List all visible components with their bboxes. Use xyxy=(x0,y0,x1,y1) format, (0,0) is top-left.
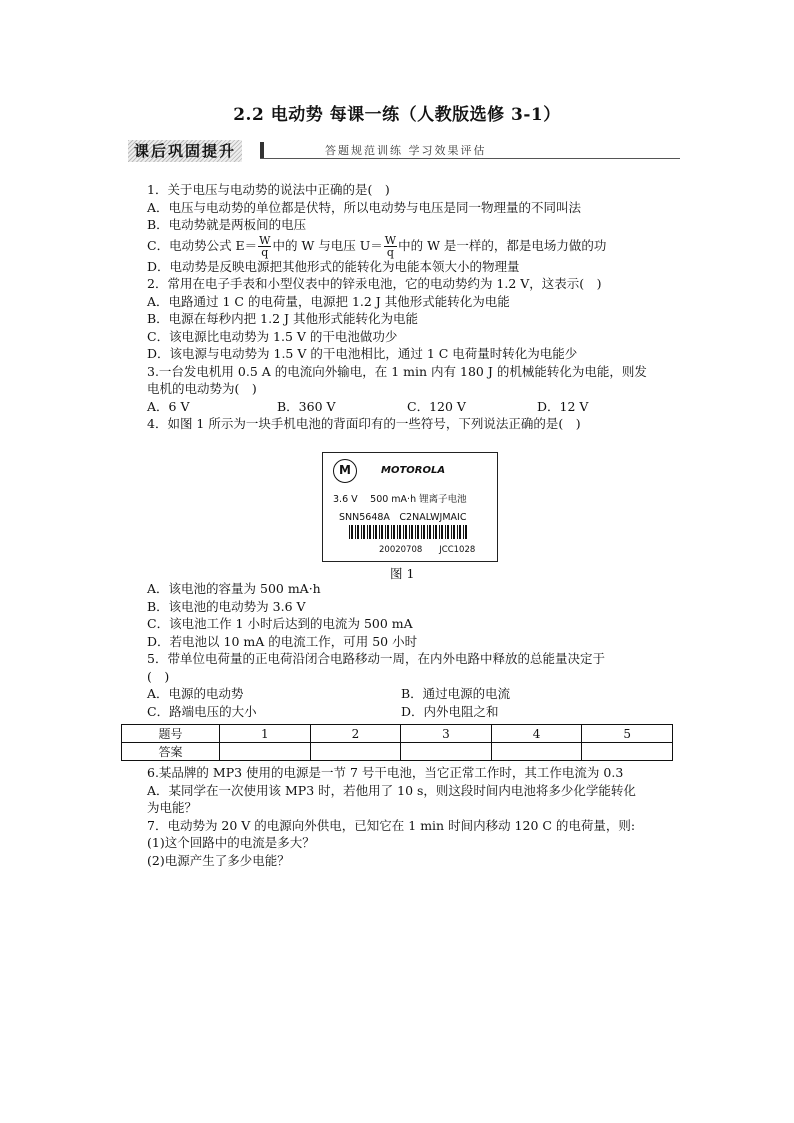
question-line: 4．如图 1 所示为一块手机电池的背面印有的一些符号，下列说法正确的是( ) xyxy=(147,416,581,431)
question-line: D．电动势是反映电源把其他形式的能转化为电能本领大小的物理量 xyxy=(147,258,520,274)
question-line: 2．常用在电子手表和小型仪表中的锌汞电池，它的电动势约为 1.2 V，这表示( ) xyxy=(147,276,602,291)
fraction-denominator: q xyxy=(261,245,269,259)
question-line: C．该电源比电动势为 1.5 V 的干电池做功少 xyxy=(147,328,398,344)
table-header-cell: 题号 xyxy=(122,725,220,743)
question-line: 7．电动势为 20 V 的电源向外供电，已知它在 1 min 时间内移动 120 C 的电荷量，则: xyxy=(147,817,636,833)
answer-cell[interactable] xyxy=(582,743,673,761)
question-line: 电机的电动势为( ) xyxy=(147,381,257,396)
question-line: A．某同学在一次使用该 MP3 时，若他用了 10 s，则这段时间内电池将多少化学能转化 xyxy=(147,782,636,798)
battery-label-figure xyxy=(322,452,498,562)
question-line: 3.一台发电机用 0.5 A 的电流向外输电，在 1 min 内有 180 J 的机械能转化为电能，则发 xyxy=(147,363,647,379)
option: D．12 V xyxy=(537,398,589,414)
q5-options-row xyxy=(147,703,677,721)
figure-caption: 图 1 xyxy=(390,566,415,581)
option: B．通过电源的电流 xyxy=(401,686,511,701)
question-line: 1．关于电压与电动势的说法中正确的是( ) xyxy=(147,182,390,197)
table-cell: 3 xyxy=(401,725,492,743)
option: B．360 V xyxy=(277,398,336,414)
question-line: (1)这个回路中的电流是多大？ xyxy=(147,835,315,850)
option: A．电源的电动势 xyxy=(147,686,244,701)
fraction-denominator: q xyxy=(386,245,394,259)
table-row xyxy=(122,743,673,761)
question-line: D．该电源与电动势为 1.5 V 的干电池相比，通过 1 C 电荷量时转化为电能少 xyxy=(147,346,578,361)
barcode-icon xyxy=(349,525,469,539)
page-title: 2.2 电动势 每课一练（人教版选修 3-1） xyxy=(233,105,561,125)
option: B．该电池的电动势为 3.6 V xyxy=(147,598,306,614)
formula-suffix: 中的 W 是一样的，都是电场力做的功 xyxy=(398,237,607,253)
question-line: A．电压与电动势的单位都是伏特，所以电动势与电压是同一物理量的不同叫法 xyxy=(147,199,582,215)
table-cell: 5 xyxy=(582,725,673,743)
table-row xyxy=(122,725,673,743)
battery-brand: MOTOROLA xyxy=(381,465,446,476)
question-line-with-formula xyxy=(147,234,677,258)
answer-cell[interactable] xyxy=(220,743,311,761)
table-cell: 2 xyxy=(310,725,401,743)
banner-label: 课后巩固提升 xyxy=(128,140,242,162)
fraction-numerator: W xyxy=(259,233,271,247)
q3-options xyxy=(147,398,677,416)
question-line: 6.某品牌的 MP3 使用的电源是一节 7 号干电池，当它正常工作时，其工作电流为 0.3 xyxy=(147,765,624,780)
answer-cell[interactable] xyxy=(491,743,582,761)
question-line: (2)电源产生了多少电能？ xyxy=(147,852,290,868)
question-line: A．电路通过 1 C 的电荷量，电源把 1.2 J 其他形式能转化为电能 xyxy=(147,293,510,309)
option: C．120 V xyxy=(407,398,466,414)
question-line: 为电能？ xyxy=(147,800,198,815)
formula-prefix: C．电动势公式 E＝ xyxy=(147,237,258,253)
answer-cell[interactable] xyxy=(310,743,401,761)
answer-table xyxy=(121,724,673,761)
banner-divider-bar xyxy=(260,142,264,158)
battery-code: SNN5648A C2NALWJMAIC xyxy=(339,512,467,523)
question-line: 5．带单位电荷量的正电荷沿闭合电路移动一周，在内外电路中释放的总能量决定于 xyxy=(147,651,605,666)
formula-middle: 中的 W 与电压 U＝ xyxy=(272,237,383,253)
answer-cell[interactable] xyxy=(401,743,492,761)
question-line: ( ) xyxy=(147,668,170,684)
question-block-q4 xyxy=(147,580,677,720)
question-block-bottom xyxy=(147,764,677,869)
option: D．内外电阻之和 xyxy=(401,703,499,719)
question-block-top xyxy=(147,181,677,433)
option: D．若电池以 10 mA 的电流工作，可用 50 小时 xyxy=(147,633,418,649)
fraction-w-over-q xyxy=(258,235,271,258)
fraction-w-over-q xyxy=(384,235,397,258)
option: A．该电池的容量为 500 mA·h xyxy=(147,581,321,596)
question-line: B．电动势就是两板间的电压 xyxy=(147,217,307,232)
battery-date: 20020708 JCC1028 xyxy=(379,545,476,555)
banner-rule xyxy=(260,158,680,159)
banner-subtitle: 答题规范训练 学习效果评估 xyxy=(325,144,487,157)
q5-options-row xyxy=(147,685,677,703)
table-cell: 4 xyxy=(491,725,582,743)
motorola-logo-icon xyxy=(333,459,357,483)
option: A．6 V xyxy=(147,398,190,414)
battery-spec: 3.6 V 500 mA·h 锂离子电池 xyxy=(333,494,467,505)
question-line: B．电源在每秒内把 1.2 J 其他形式能转化为电能 xyxy=(147,311,418,326)
section-banner xyxy=(128,140,680,162)
fraction-numerator: W xyxy=(384,233,397,247)
table-header-cell: 答案 xyxy=(122,743,220,761)
option: C．该电池工作 1 小时后达到的电流为 500 mA xyxy=(147,616,413,631)
table-cell: 1 xyxy=(220,725,311,743)
option: C．路端电压的大小 xyxy=(147,703,257,719)
